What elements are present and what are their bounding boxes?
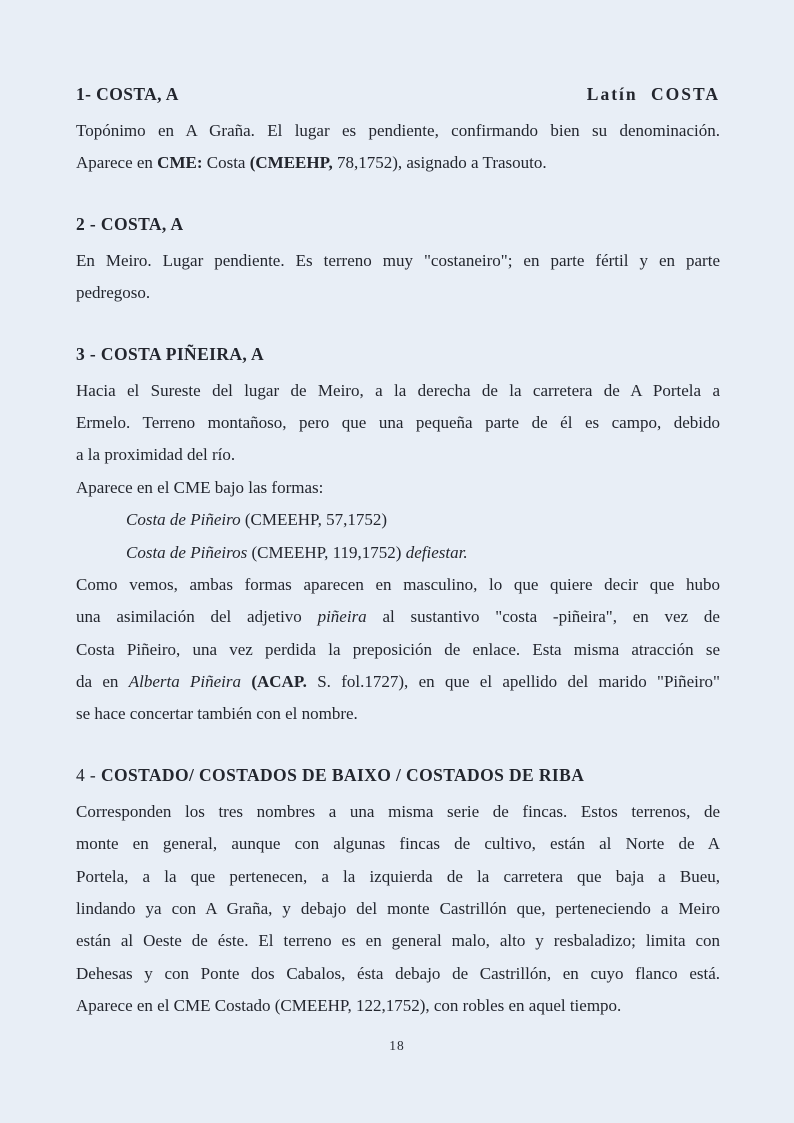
- text-run: Costa de Piñeiro: [126, 510, 245, 530]
- text-run: monte en general, aunque con algunas fincas de cultivo, están al Norte de A: [76, 834, 720, 854]
- text-run: al sustantivo "costa -piñeira", en vez de: [366, 607, 720, 627]
- entry-costa-1: [76, 78, 720, 180]
- text-line: [76, 698, 720, 730]
- text-run: Ermelo. Terreno montañoso, pero que una pequeña parte de él es campo, debido: [76, 412, 720, 432]
- text-line: [76, 861, 720, 893]
- text-run: Costa de Piñeiros: [126, 542, 252, 562]
- text-run: 1- COSTA, A: [76, 84, 179, 104]
- text-run: (CMEEHP,: [249, 153, 333, 173]
- text-run: Portela, a la que pertenecen, a la izquierda de la carretera que baja a Bueu,: [76, 866, 720, 886]
- entry-heading: [76, 759, 720, 792]
- entries-container: [76, 78, 720, 1023]
- entry-heading: [76, 338, 720, 371]
- text-line: [76, 147, 720, 179]
- text-run: Aparece en el CME Costado (CMEEHP, 122,1752), con robles en aquel tiempo.: [76, 996, 622, 1016]
- text-line: [76, 569, 720, 601]
- text-line: [76, 537, 720, 569]
- text-run: se hace concertar también con el nombre.: [76, 704, 358, 724]
- text-line: [76, 375, 720, 407]
- text-run: Aparece en el CME bajo las formas:: [76, 477, 324, 497]
- entry-costa-pineira-3: [76, 338, 720, 731]
- text-run: 78,1752), asignado a Trasouto.: [332, 153, 547, 173]
- text-run: Alberta Piñeira: [128, 672, 252, 692]
- entry-heading-title: [76, 759, 584, 792]
- page-number: 18: [389, 1038, 405, 1053]
- text-run: piñeira: [317, 607, 367, 627]
- text-run: Dehesas y con Ponte dos Cabalos, ésta debajo de Castrillón, en cuyo flanco está.: [76, 963, 720, 983]
- text-run: 4 -: [76, 764, 101, 785]
- text-line: [76, 666, 720, 698]
- text-line: [76, 439, 720, 471]
- entry-heading-etymology: [587, 78, 720, 111]
- entry-heading-title: [76, 208, 184, 241]
- text-line: [76, 472, 720, 504]
- text-line: [76, 990, 720, 1022]
- text-run: En Meiro. Lugar pendiente. Es terreno muy "costaneiro"; en parte fértil y en parte: [76, 250, 720, 270]
- text-run: Costa: [202, 153, 250, 173]
- text-line: [76, 828, 720, 860]
- entry-costa-2: [76, 208, 720, 310]
- text-run: (CMEEHP, 119,1752): [251, 542, 406, 562]
- entry-heading-title: [76, 338, 264, 371]
- text-line: [76, 245, 720, 277]
- text-run: lindando ya con A Graña, y debajo del monte Castrillón que, perteneciendo a Meiro: [76, 899, 720, 919]
- text-run: S. fol.1727), en que el apellido del marido "Piñeiro": [306, 672, 720, 692]
- text-run: (ACAP.: [251, 672, 307, 692]
- text-run: defiestar.: [405, 542, 468, 562]
- entry-costado-4: [76, 759, 720, 1023]
- text-run: CME:: [157, 153, 203, 173]
- text-run: a la proximidad del río.: [76, 445, 236, 465]
- text-run: COSTADO/ COSTADOS DE BAIXO / COSTADOS DE RIBA: [100, 764, 585, 785]
- entry-heading: [76, 208, 720, 241]
- text-run: Latín COSTA: [586, 84, 720, 104]
- text-run: (CMEEHP, 57,1752): [244, 510, 387, 530]
- text-run: 3 - COSTA PIÑEIRA, A: [76, 343, 265, 364]
- text-run: una asimilación del adjetivo: [76, 607, 318, 627]
- text-line: [76, 634, 720, 666]
- entry-heading-title: [76, 78, 179, 111]
- text-line: [76, 796, 720, 828]
- text-run: Hacia el Sureste del lugar de Meiro, a la derecha de la carretera de A Portela a: [76, 380, 720, 400]
- entry-heading: [76, 78, 720, 111]
- text-run: Topónimo en A Graña. El lugar es pendiente, confirmando bien su denominación.: [76, 121, 720, 140]
- text-line: [76, 115, 720, 147]
- text-line: [76, 958, 720, 990]
- text-run: Como vemos, ambas formas aparecen en masculino, lo que quiere decir que hubo: [76, 574, 720, 594]
- text-run: Corresponden los tres nombres a una misma serie de fincas. Estos terrenos, de: [76, 801, 720, 821]
- text-run: 2 - COSTA, A: [76, 213, 184, 234]
- text-line: [76, 925, 720, 957]
- text-run: están al Oeste de éste. El terreno es en general malo, alto y resbaladizo; limita con: [76, 931, 720, 951]
- text-line: [76, 407, 720, 439]
- text-line: [76, 277, 720, 309]
- text-run: da en: [76, 672, 129, 692]
- text-run: Aparece en: [76, 153, 158, 173]
- text-line: [76, 893, 720, 925]
- text-line: [76, 601, 720, 633]
- text-run: pedregoso.: [76, 283, 151, 303]
- text-line: [76, 504, 720, 536]
- text-run: Costa Piñeiro, una vez perdida la preposición de enlace. Esta misma atracción se: [76, 639, 720, 659]
